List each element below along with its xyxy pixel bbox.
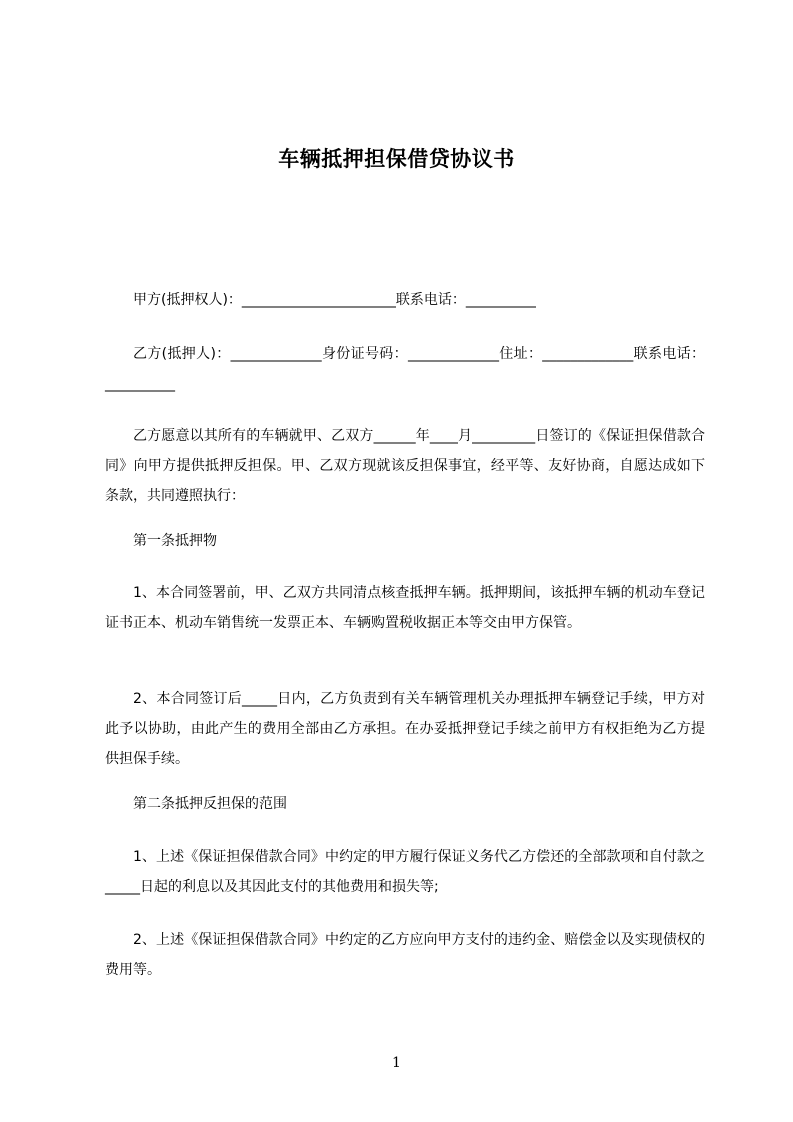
article-2-clause-1: 1、上述《保证担保借款合同》中约定的甲方履行保证义务代乙方偿还的全部款项和自付款之_____日起的利息以及其因此支付的其他费用和损失等; [105,849,705,895]
article-2-heading: 第二条抵押反担保的范围 [133,796,287,812]
article-1-clause-2: 2、本合同签订后_____日内，乙方负责到有关车辆管理机关办理抵押车辆登记手续，甲方对此予以协助，由此产生的费用全部由乙方承担。在办妥抵押登记手续之前甲方有权拒绝为乙方提供担保手续。 [105,691,705,767]
party-b-line: 乙方(抵押人)：_____________身份证号码：_____________住址：_____________联系电话：__________ [105,346,705,392]
document-title: 车辆抵押担保借贷协议书 [278,147,515,171]
party-a-line: 甲方(抵押权人)：______________________联系电话：__________ [133,292,536,308]
intro-paragraph: 乙方愿意以其所有的车辆就甲、乙双方______年____月_________日签订的《保证担保借款合同》向甲方提供抵押反担保。甲、乙双方现就该反担保事宜，经平等、友好协商，自愿达成如下条款，共同遵照执行： [105,428,705,504]
page-number: 1 [392,1055,401,1071]
article-1-clause-1: 1、本合同签署前，甲、乙双方共同清点核查抵押车辆。抵押期间，该抵押车辆的机动车登记证书正本、机动车销售统一发票正本、车辆购置税收据正本等交由甲方保管。 [105,585,705,631]
article-1-heading: 第一条抵押物 [133,533,217,549]
article-2-clause-2: 2、上述《保证担保借款合同》中约定的乙方应向甲方支付的违约金、赔偿金以及实现债权的费用等。 [105,932,705,978]
